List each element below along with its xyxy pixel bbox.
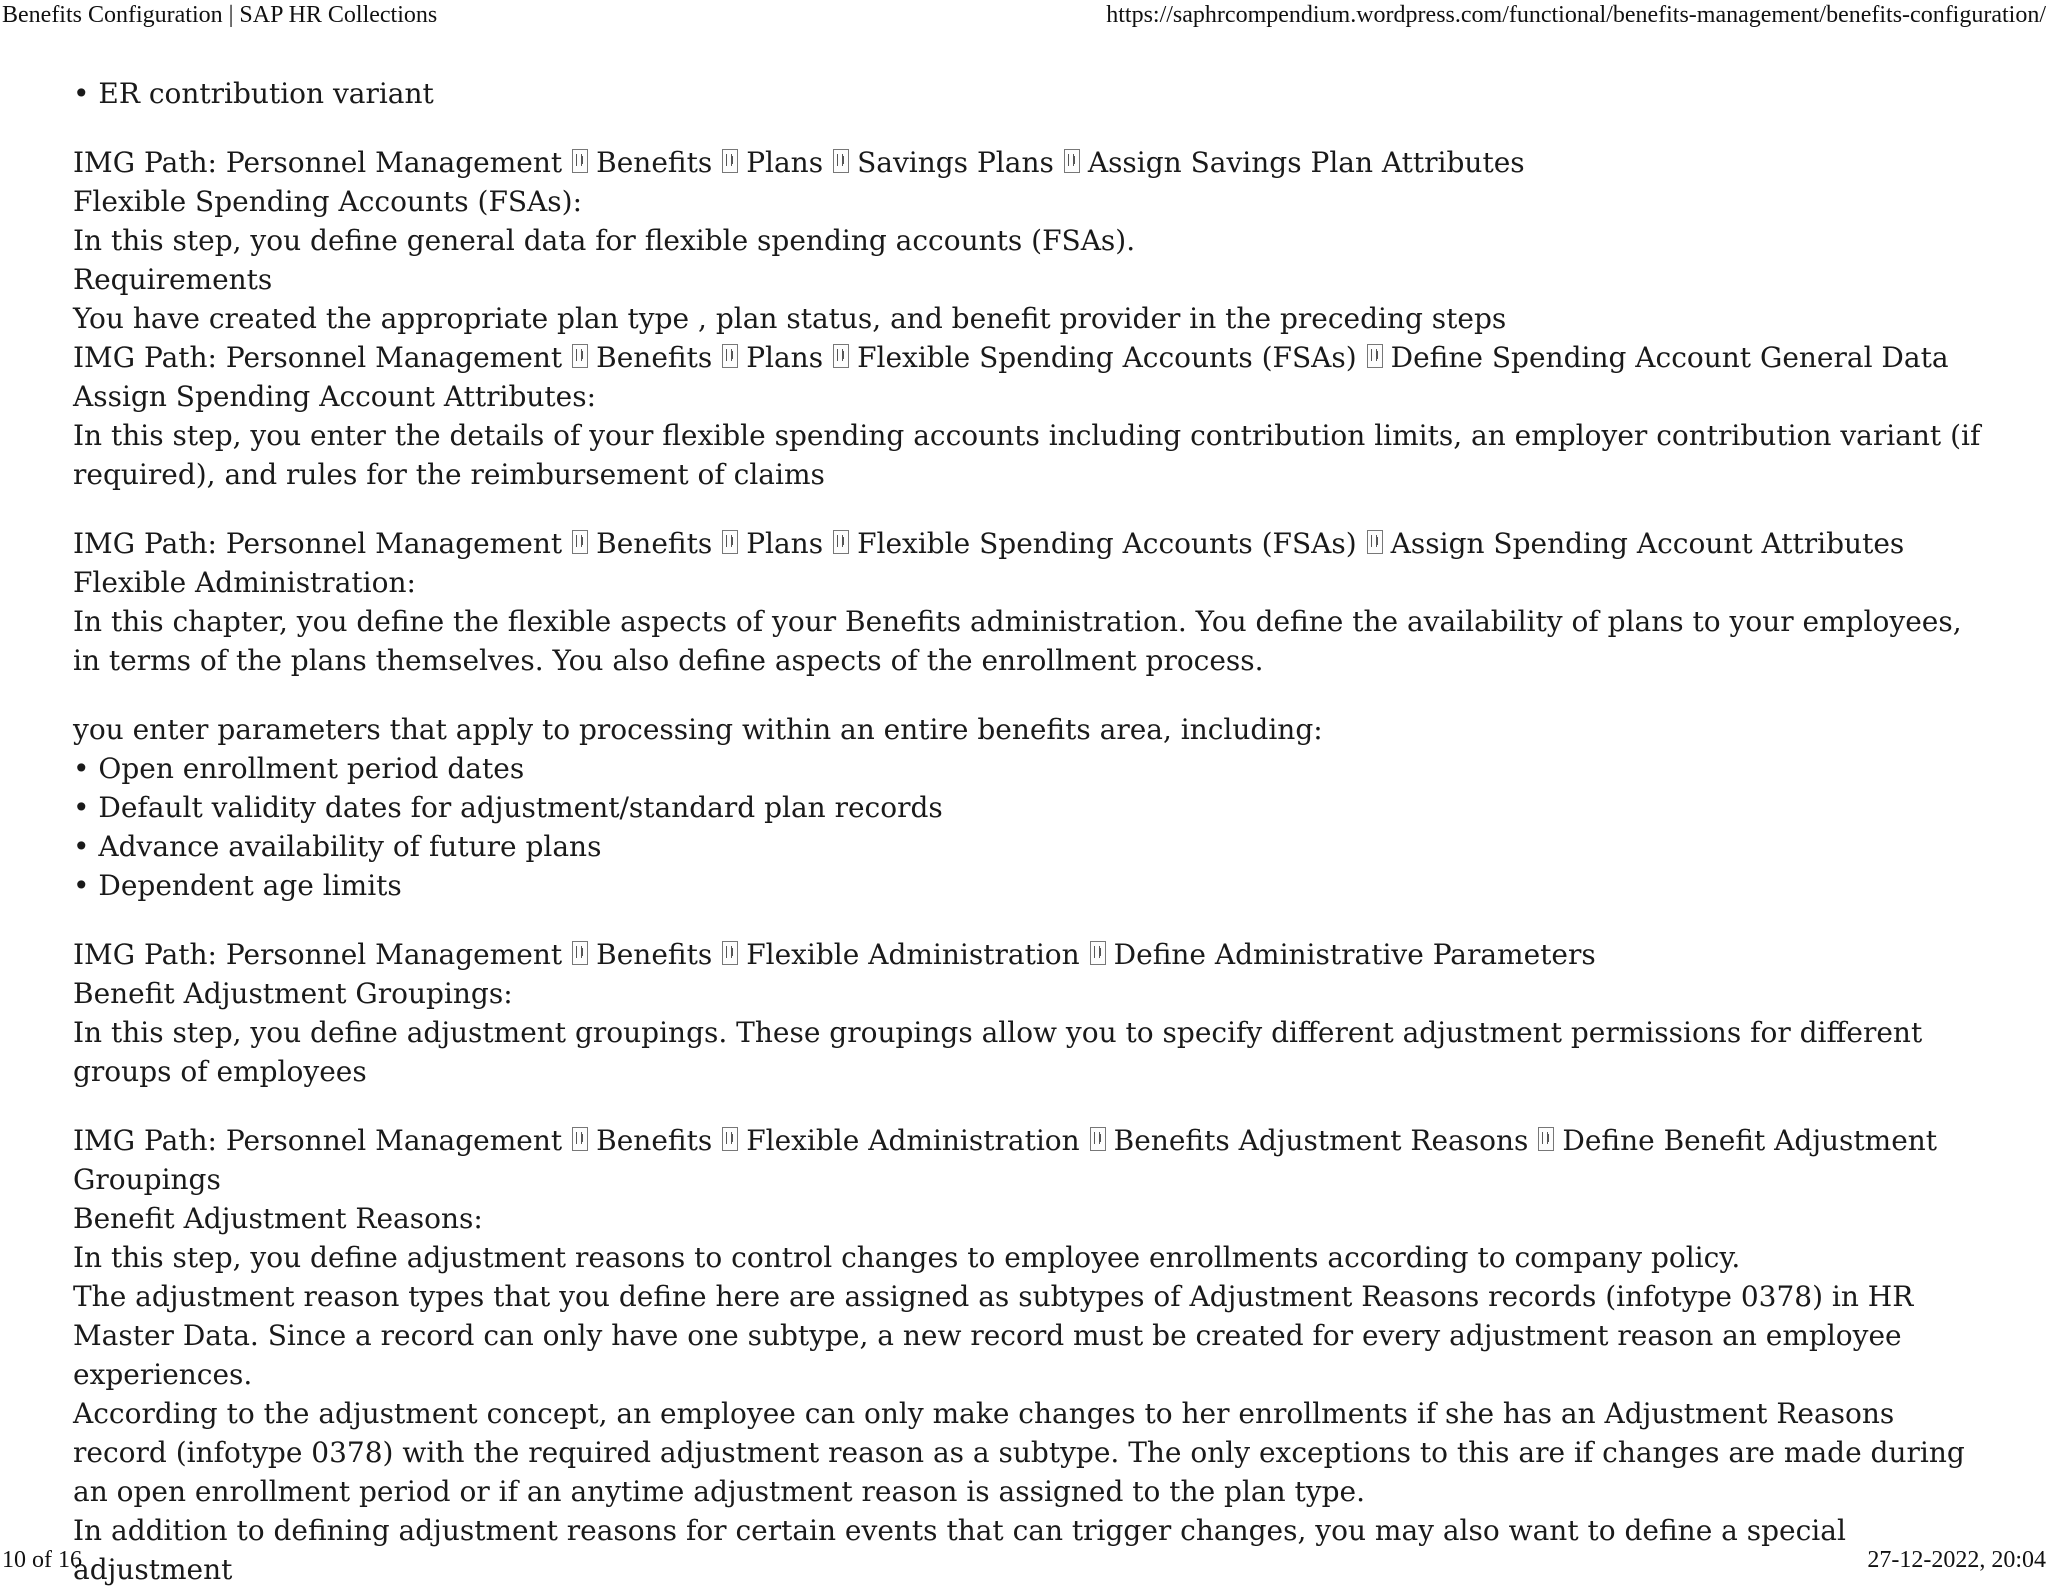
assign-spending-description: In this step, you enter the details of your flexible spending accounts including contribution limits, an employer contribution variant (if required), and rules for the reimbursement of claims bbox=[73, 419, 1981, 491]
img-path-assign-spending bbox=[73, 524, 1993, 563]
path-step: Define Benefit Adjustment Groupings bbox=[73, 1124, 1938, 1196]
img-path-prefix: IMG Path: Personnel Management bbox=[73, 1124, 563, 1157]
print-datetime: 27-12-2022, 20:04 bbox=[1867, 1547, 2046, 1573]
img-path-savings-plans bbox=[73, 143, 1993, 182]
list-item: • Advance availability of future plans bbox=[73, 830, 602, 863]
path-separator-icon bbox=[572, 149, 588, 173]
path-separator-icon bbox=[833, 530, 849, 554]
path-step: Plans bbox=[746, 341, 824, 374]
path-step: Assign Spending Account Attributes bbox=[1390, 527, 1905, 560]
requirements-heading: Requirements bbox=[73, 263, 273, 296]
path-step: Plans bbox=[746, 527, 824, 560]
img-path-fsa-general bbox=[73, 338, 1993, 377]
path-step: Savings Plans bbox=[857, 146, 1054, 179]
path-step: Flexible Spending Accounts (FSAs) bbox=[857, 341, 1357, 374]
img-path-admin-parameters bbox=[73, 935, 1993, 974]
path-step: Benefits bbox=[596, 527, 713, 560]
path-separator-icon bbox=[722, 941, 738, 965]
path-step: Plans bbox=[746, 146, 824, 179]
path-step: Define Administrative Parameters bbox=[1113, 938, 1596, 971]
bullet-er-contribution: • ER contribution variant bbox=[73, 77, 434, 110]
path-step: Benefits Adjustment Reasons bbox=[1113, 1124, 1529, 1157]
path-step: Flexible Administration bbox=[746, 1124, 1080, 1157]
adjustment-groupings-description: In this step, you define adjustment groupings. These groupings allow you to specify different adjustment permissions for different groups of employees bbox=[73, 1016, 1923, 1088]
section-heading-fsa: Flexible Spending Accounts (FSAs): bbox=[73, 185, 583, 218]
path-separator-icon bbox=[833, 344, 849, 368]
section-heading-assign-spending: Assign Spending Account Attributes: bbox=[73, 380, 597, 413]
requirements-description: You have created the appropriate plan type , plan status, and benefit provider in the preceding steps bbox=[73, 302, 1507, 335]
path-separator-icon bbox=[1064, 149, 1080, 173]
path-step: Benefits bbox=[596, 341, 713, 374]
path-separator-icon bbox=[572, 1127, 588, 1151]
path-separator-icon bbox=[833, 149, 849, 173]
flexible-admin-description: In this chapter, you define the flexible aspects of your Benefits administration. You define the availability of plans to your employees, in terms of the plans themselves. You also define aspects of the enrollment process. bbox=[73, 605, 1962, 677]
path-separator-icon bbox=[722, 1127, 738, 1151]
path-separator-icon bbox=[1090, 941, 1106, 965]
print-header bbox=[0, 2, 2048, 32]
path-step: Benefits bbox=[596, 938, 713, 971]
img-path-prefix: IMG Path: Personnel Management bbox=[73, 341, 563, 374]
section-heading-flexible-admin: Flexible Administration: bbox=[73, 566, 416, 599]
path-separator-icon bbox=[572, 530, 588, 554]
path-separator-icon bbox=[1538, 1127, 1554, 1151]
path-step: Benefits bbox=[596, 1124, 713, 1157]
parameters-intro: you enter parameters that apply to processing within an entire benefits area, including: bbox=[73, 713, 1323, 746]
img-path-prefix: IMG Path: Personnel Management bbox=[73, 146, 563, 179]
path-step: Flexible Spending Accounts (FSAs) bbox=[857, 527, 1357, 560]
page-number: 10 of 16 bbox=[2, 1547, 82, 1573]
path-step: Assign Savings Plan Attributes bbox=[1087, 146, 1525, 179]
path-separator-icon bbox=[572, 344, 588, 368]
list-item: • Open enrollment period dates bbox=[73, 752, 525, 785]
document-body bbox=[73, 74, 1993, 1589]
path-separator-icon bbox=[1090, 1127, 1106, 1151]
print-footer bbox=[0, 1547, 2048, 1577]
path-separator-icon bbox=[722, 344, 738, 368]
path-step: Define Spending Account General Data bbox=[1390, 341, 1949, 374]
fsa-description: In this step, you define general data for flexible spending accounts (FSAs). bbox=[73, 224, 1136, 257]
section-heading-adjustment-groupings: Benefit Adjustment Groupings: bbox=[73, 977, 513, 1010]
path-separator-icon bbox=[722, 149, 738, 173]
path-step: Flexible Administration bbox=[746, 938, 1080, 971]
adjustment-reasons-paragraph: In this step, you define adjustment reasons to control changes to employee enrollments according to company policy. bbox=[73, 1241, 1741, 1274]
section-heading-adjustment-reasons: Benefit Adjustment Reasons: bbox=[73, 1202, 483, 1235]
list-item: • Default validity dates for adjustment/standard plan records bbox=[73, 791, 943, 824]
path-separator-icon bbox=[1367, 344, 1383, 368]
path-step: Benefits bbox=[596, 146, 713, 179]
adjustment-reasons-paragraph: In addition to defining adjustment reasons for certain events that can trigger changes, you may also want to define a special adjustment bbox=[73, 1514, 1846, 1586]
adjustment-reasons-paragraph: The adjustment reason types that you define here are assigned as subtypes of Adjustment Reasons records (infotype 0378) in HR Master Data. Since a record can only have one subtype, a new record must be created for every adjustment reason an employee experiences. bbox=[73, 1280, 1914, 1391]
img-path-prefix: IMG Path: Personnel Management bbox=[73, 938, 563, 971]
img-path-prefix: IMG Path: Personnel Management bbox=[73, 527, 563, 560]
list-item: • Dependent age limits bbox=[73, 869, 402, 902]
path-separator-icon bbox=[572, 941, 588, 965]
img-path-adjustment-groupings bbox=[73, 1121, 1993, 1199]
path-separator-icon bbox=[722, 530, 738, 554]
adjustment-reasons-paragraph: According to the adjustment concept, an employee can only make changes to her enrollments if she has an Adjustment Reasons record (infotype 0378) with the required adjustment reason as a subtype. The only exceptions to this are if changes are made during an open enrollment period or if an anytime adjustment reason is assigned to the plan type. bbox=[73, 1397, 1965, 1508]
path-separator-icon bbox=[1367, 530, 1383, 554]
page-url: https://saphrcompendium.wordpress.com/functional/benefits-management/benefits-configuration/ bbox=[1106, 2, 2046, 28]
page-title: Benefits Configuration | SAP HR Collections bbox=[2, 2, 438, 28]
